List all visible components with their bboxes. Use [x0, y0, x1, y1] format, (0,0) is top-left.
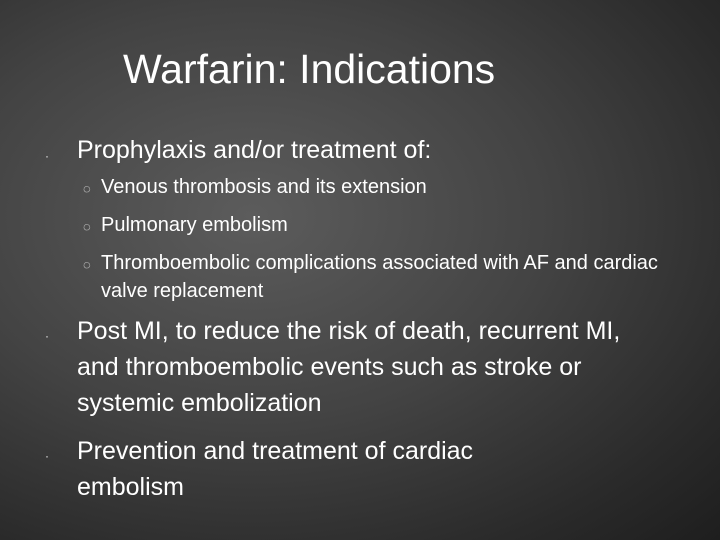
bullet-text: Prophylaxis and/or treatment of: — [77, 136, 432, 164]
slide-title: Warfarin: Indications — [123, 46, 496, 92]
bullet-item — [45, 433, 565, 505]
sub-bullet-marker-icon: ◌ — [83, 257, 91, 272]
sub-bullet-item — [83, 173, 683, 201]
bullet-item — [45, 133, 685, 167]
sub-bullet-text: Venous thrombosis and its extension — [101, 176, 427, 198]
bullet-marker-icon: · — [45, 449, 49, 463]
sub-bullet-text: Thromboembolic complications associated with AF and cardiac valve replacement — [101, 252, 658, 302]
sub-bullet-text: Pulmonary embolism — [101, 214, 288, 236]
sub-bullet-marker-icon: ◌ — [83, 181, 91, 196]
sub-bullet-marker-icon: ◌ — [83, 219, 91, 234]
bullet-marker-icon: · — [45, 149, 49, 163]
sub-bullet-item — [83, 211, 683, 239]
bullet-marker-icon: · — [45, 329, 49, 343]
bullet-item — [45, 313, 645, 421]
bullet-text: Prevention and treatment of cardiac embolism — [77, 437, 474, 501]
bullet-text: Post MI, to reduce the risk of death, recurrent MI, and thromboembolic events such as stroke or systemic embolization — [77, 317, 621, 417]
sub-bullet-item — [83, 249, 663, 305]
